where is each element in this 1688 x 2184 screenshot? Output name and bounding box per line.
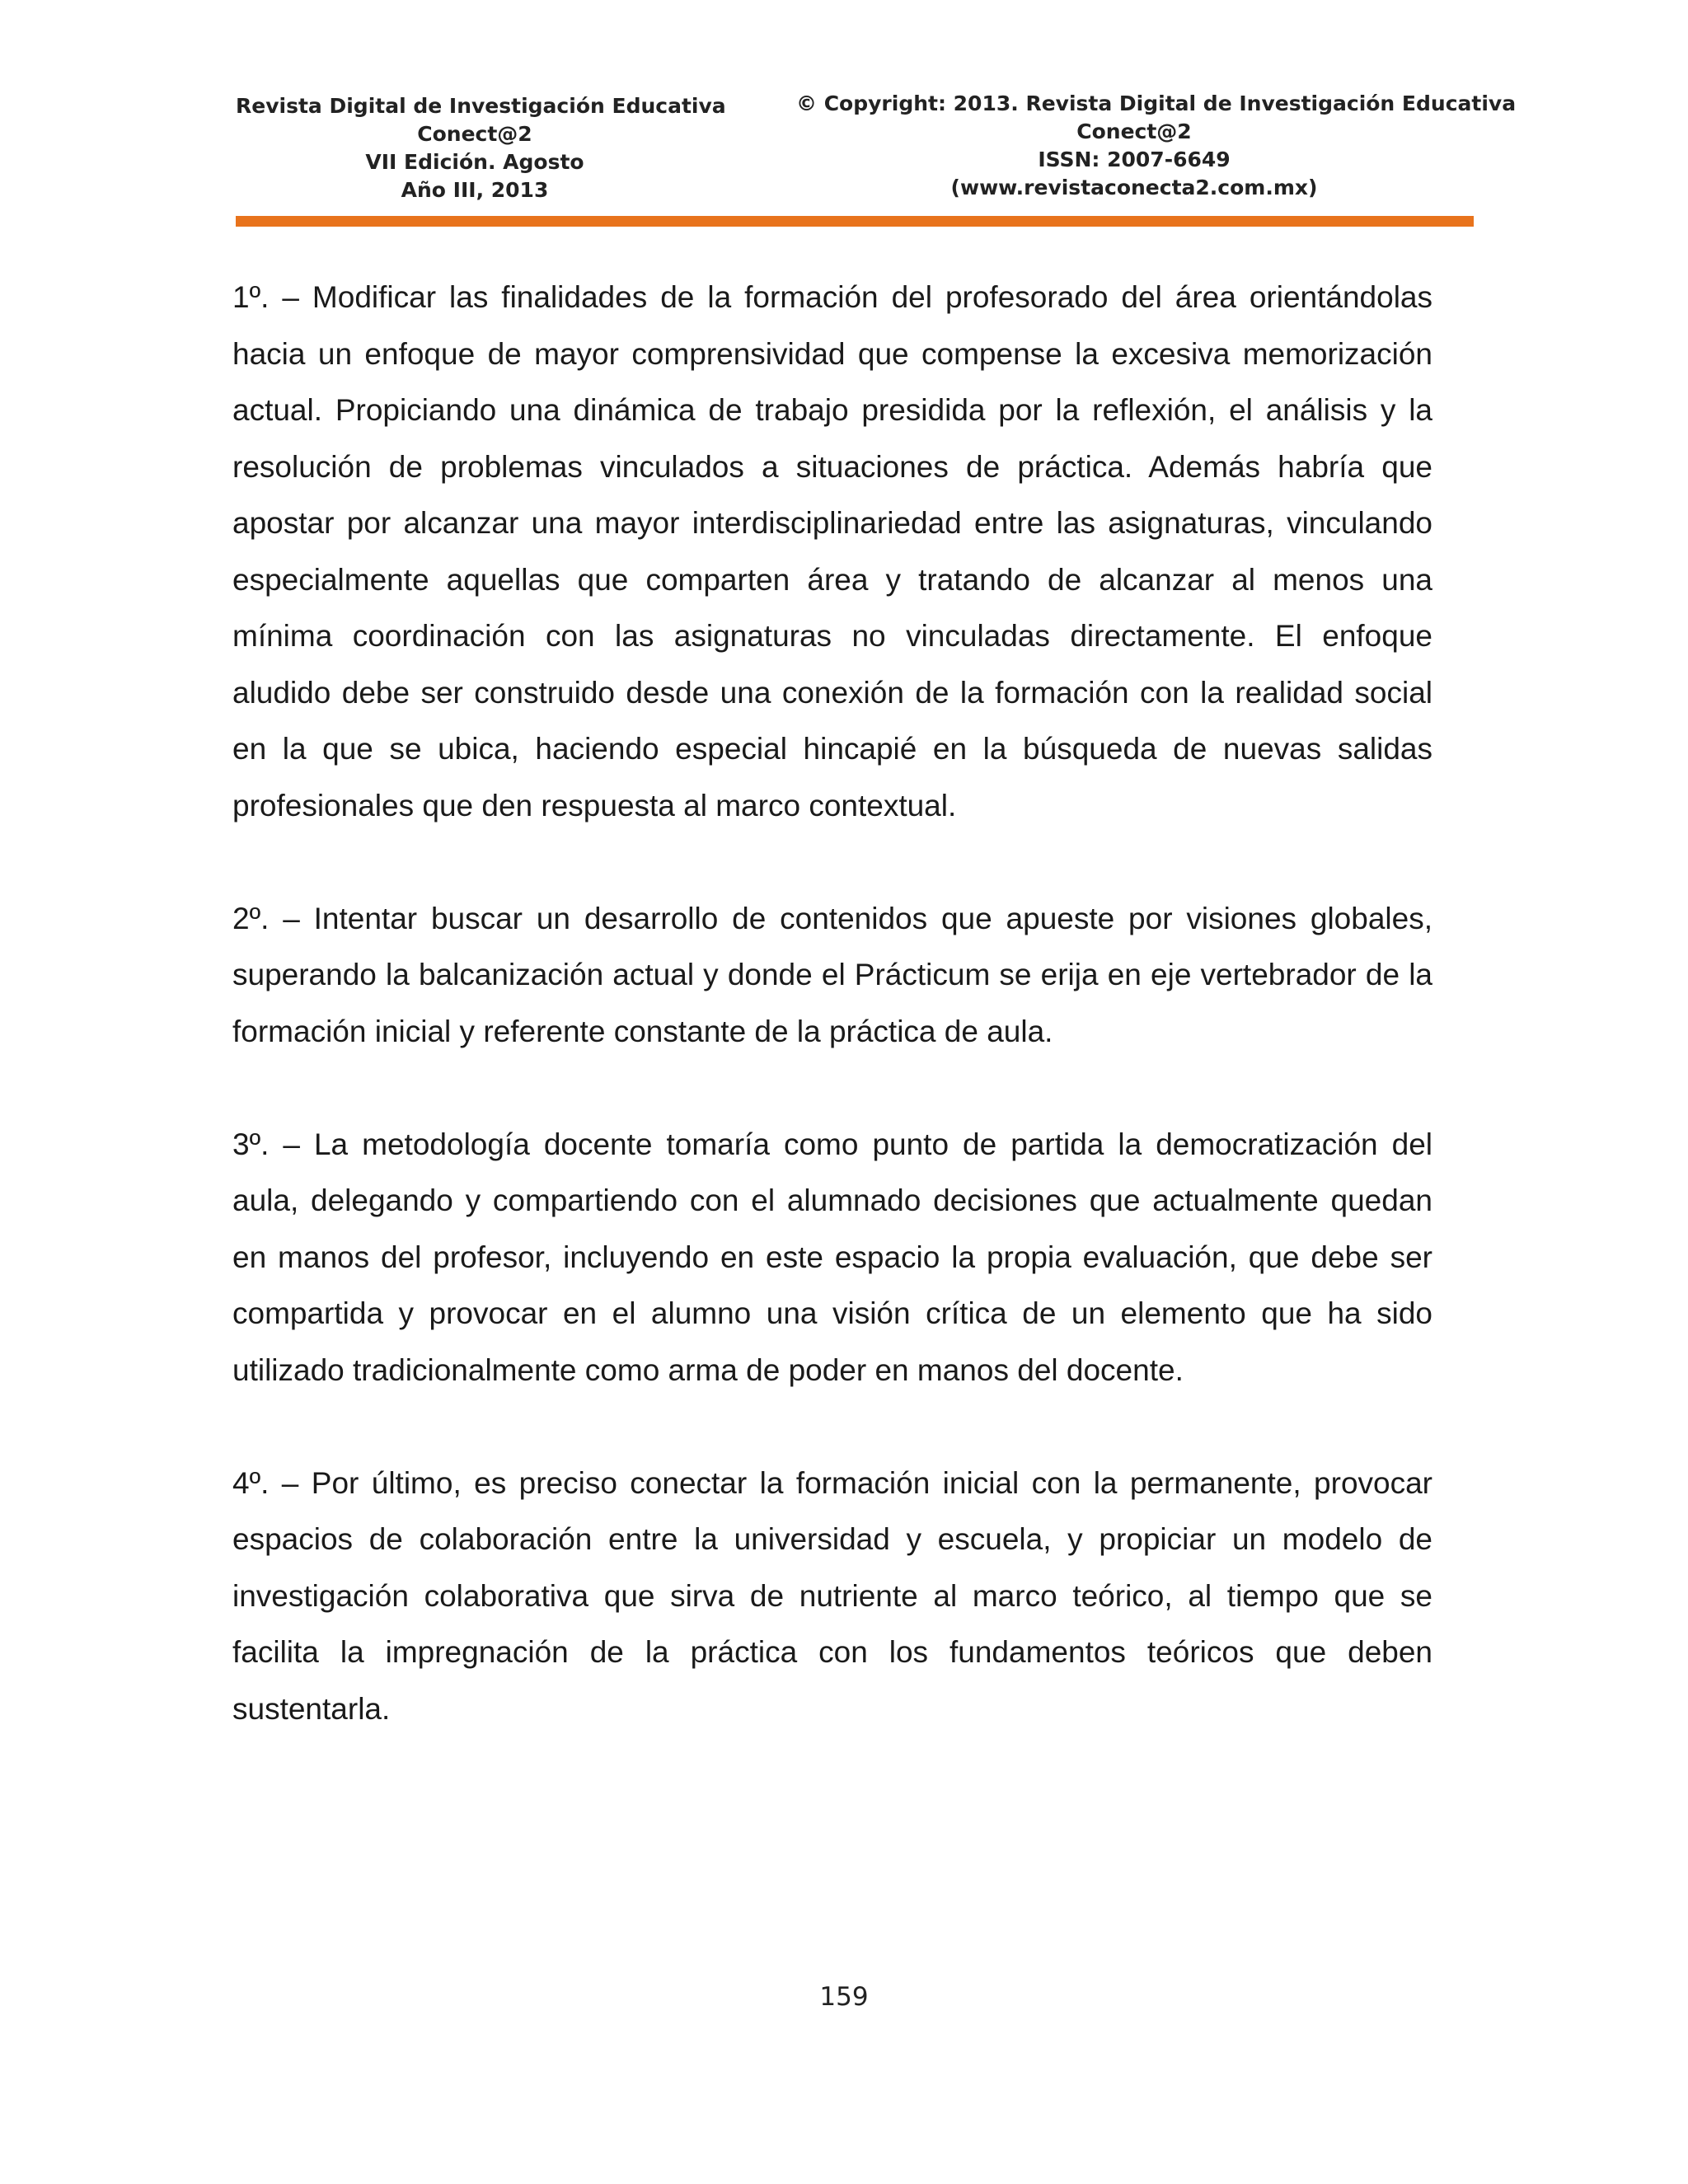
issn: ISSN: 2007-6649 bbox=[1038, 148, 1231, 171]
journal-info bbox=[236, 92, 726, 204]
paragraph-4: 4º. – Por último, es preciso conectar la formación inicial con la permanente, provocar espacios de colaboración entre la universidad y escuela, y propiciar un modelo de investigación colaborativa que sirva de nutriente al marco teórico, al tiempo que se facilita la impregnación de la práctica con los fundamentos teóricos que deben sustentarla. bbox=[232, 1465, 1432, 1726]
header-divider bbox=[236, 216, 1474, 227]
journal-name: Revista Digital de Investigación Educativa bbox=[236, 94, 726, 118]
website: (www.revistaconecta2.com.mx) bbox=[950, 176, 1318, 199]
edition: VII Edición. Agosto bbox=[365, 150, 584, 174]
year: Año III, 2013 bbox=[401, 178, 549, 202]
copyright-line: © Copyright: 2013. Revista Digital de Investigación Educativa bbox=[796, 91, 1517, 115]
body-text bbox=[232, 269, 1432, 1794]
page-number: 159 bbox=[819, 1982, 869, 2012]
paragraph-2: 2º. – Intentar buscar un desarrollo de contenidos que apueste por visiones globales, superando la balcanización actual y donde el Prácticum se erija en eje vertebrador de la formación inicial y referente constante de la práctica de aula. bbox=[232, 901, 1432, 1048]
page-header bbox=[236, 91, 1517, 216]
paragraph-1: 1º. – Modificar las finalidades de la formación del profesorado del área orientándolas hacia un enfoque de mayor comprensividad que compense la excesiva memorización actual. Propiciando una dinámica de trabajo presidida por la reflexión, el análisis y la resolución de problemas vinculados a situaciones de práctica. Además habría que apostar por alcanzar una mayor interdisciplinariedad entre las asignaturas, vinculando especialmente aquellas que comparten área y tratando de alcanzar al menos una mínima coordinación con las asignaturas no vinculadas directamente. El enfoque aludido debe ser construido desde una conexión de la formación con la realidad social en la que se ubica, haciendo especial hincapié en la búsqueda de nuevas salidas profesionales que den respuesta al marco contextual. bbox=[232, 280, 1432, 823]
journal-short-name: Conect@2 bbox=[417, 122, 532, 146]
copyright-info bbox=[796, 90, 1517, 202]
paragraph-3: 3º. – La metodología docente tomaría como punto de partida la democratización del aula, delegando y compartiendo con el alumnado decisiones que actualmente quedan en manos del profesor, incluyendo en este espacio la propia evaluación, que debe ser compartida y provocar en el alumno una visión crítica de un elemento que ha sido utilizado tradicionalmente como arma de poder en manos del docente. bbox=[232, 1127, 1432, 1387]
copyright-journal-short-name: Conect@2 bbox=[1076, 120, 1192, 143]
